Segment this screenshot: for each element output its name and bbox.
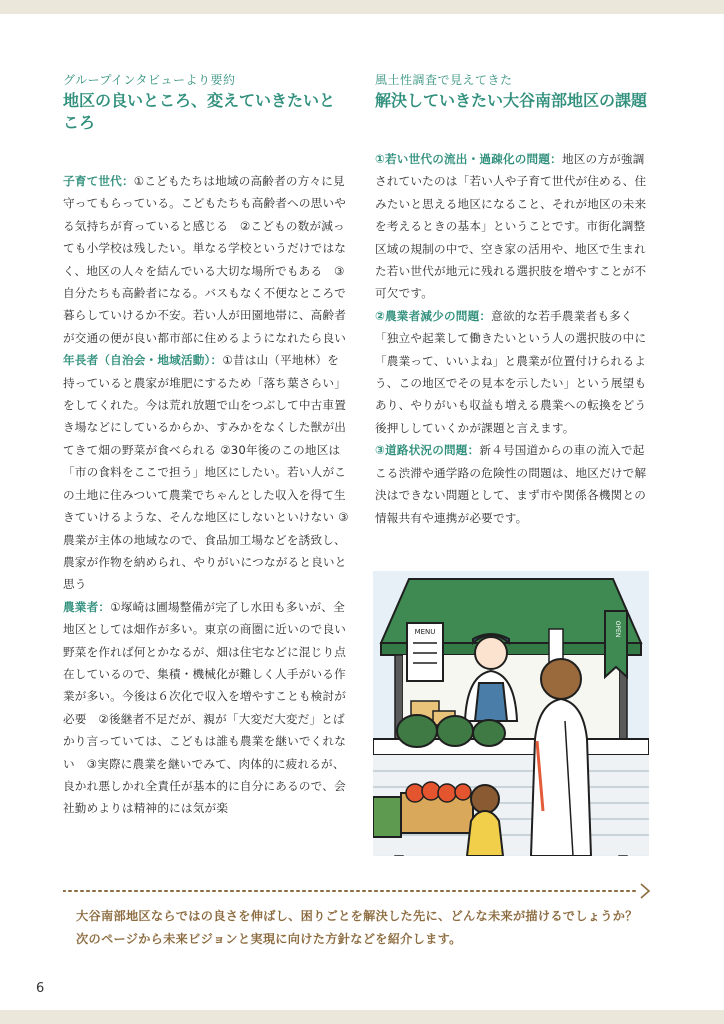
chevron-right-icon <box>641 884 649 898</box>
issue-lead: ②農業者減少の問題： <box>375 308 492 323</box>
right-heading: 解決していきたい大谷南部地区の課題 <box>375 91 648 110</box>
right-kicker: 風土性調査で見えてきた <box>375 73 513 87</box>
left-heading: 地区の良いところ、変えていきたいところ <box>63 91 336 132</box>
issue-text: 地区の方が強調されていたのは「若い人や子育て世代が住める、住みたいと思える地区になること、それが地区の未来を考えるときの基本」ということです。市街化調整区域の規制の中で、空き家の活用や、地区で生まれた若い世代が地元に残れる選択肢を増やすことが不可欠です。 <box>375 152 647 301</box>
market-stall-illustration <box>373 571 649 856</box>
issue-text: 意欲的な若手農業者も多く「独立や起業して働きたいという人の選択肢の中に「農業って、いいよね」と農業が位置付けられるよう、この地区でその見本を示したい」という展望もあり、やりがいも収益も増える農業への転換をどう後押ししていくかが課題と言えます。 <box>375 308 647 435</box>
vendor-apron <box>475 683 507 721</box>
issue-text: 新４号国道からの車の流入で起こる渋滞や通学路の危険性の問題は、地区だけで解決はできない問題として、まず市や関係各機関との情報共有や連携が必要です。 <box>375 443 647 525</box>
child-head <box>471 785 499 813</box>
page-number: 6 <box>36 981 45 996</box>
pumpkin <box>437 716 473 746</box>
section-parenting <box>63 170 350 349</box>
closing-line: 大谷南部地区ならではの良さを伸ばし、困りごとを解決した先に、どんな未来が描けるでしょうか？ <box>76 909 638 923</box>
pumpkin <box>473 720 505 746</box>
section-text: ①塚崎は圃場整備が完了し水田も多いが、全地区としては畑作が多い。東京の商圏に近いので良い野菜を作れば何とかなるが、畑は住宅などに混じり点在しているので、集積・機械化が難しく人手がいる作業が多い。今後は６次化で収入を増やすことも検討が必要 ②後継者不足だが、親が「大変だ大変だ」とばかり言っていては、こどもは誰も農業を継いでくれない ③実際に農業を継いでみて、肉体的に疲れるが、良かれ悪しかれ全責任が基本的に自分にあるので、会社勤めよりは精神的には気が楽 <box>63 599 347 816</box>
left-kicker: グループインタビューより要約 <box>63 73 236 87</box>
left-column <box>63 72 350 820</box>
section-lead: 年長者（自治会・地域活動）： <box>63 353 223 368</box>
issue-lead: ③道路状況の問題： <box>375 443 480 458</box>
pumpkin <box>397 715 437 747</box>
issue-lead: ①若い世代の流出・過疎化の問題： <box>375 152 562 166</box>
dotted-divider <box>63 883 653 899</box>
menu-label: MENU <box>414 628 436 636</box>
right-column <box>375 72 649 529</box>
issue-road <box>375 439 649 529</box>
issue-farmer-decline <box>375 305 649 439</box>
vendor-head <box>475 637 507 669</box>
section-elders <box>63 349 350 595</box>
section-text: ①昔は山（平地林）を持っていると農家が堆肥にするため「落ち葉さらい」をしてくれた。今は荒れ放題で山をつぶして中古車置き場などにしているからか、すみかをなくした獣が出てきて畑の野菜が食べられる ②30年後のこの地区は「市の食料をここで担う」地区にしたい。若い人がこの土地に住みついて農業でちゃんとした収入を得て生きていけるような、そんな地区にしないといけない ③農業が主体の地域なので、食品加工場などを誘致し、農家が作物を納められ、やりがいにつながると良いと思う <box>63 353 349 592</box>
section-lead: 子育て世代： <box>63 174 134 188</box>
left-body <box>63 170 350 820</box>
right-body <box>375 148 649 529</box>
closing-line: 次のページから未来ビジョンと実現に向けた方針などを紹介します。 <box>76 932 462 946</box>
bottom-band <box>0 1010 724 1024</box>
customer-head <box>541 659 581 699</box>
section-farmers <box>63 596 350 820</box>
issue-depopulation <box>375 148 649 305</box>
closing-message <box>76 905 666 951</box>
section-lead: 農業者： <box>63 599 111 614</box>
open-label: OPEN <box>614 620 621 638</box>
section-text: ①こどもたちは地域の高齢者の方々に見守ってもらっている。こどもたちも高齢者への思いやる気持ちが育っていると感じる ②こどもの数が減っても小学校は残したい。単なる学校というだけではなく、地区の人々を結んでいる大切な場所でもある ③自分たちも高齢者になる。バスもなく不便なところで暮らしていけるか不安。若い人が田園地帯に、高齢者が交通の便が良い都市部に住めるようになれたら良い <box>63 174 347 345</box>
top-band <box>0 0 724 14</box>
child-body <box>467 811 503 856</box>
